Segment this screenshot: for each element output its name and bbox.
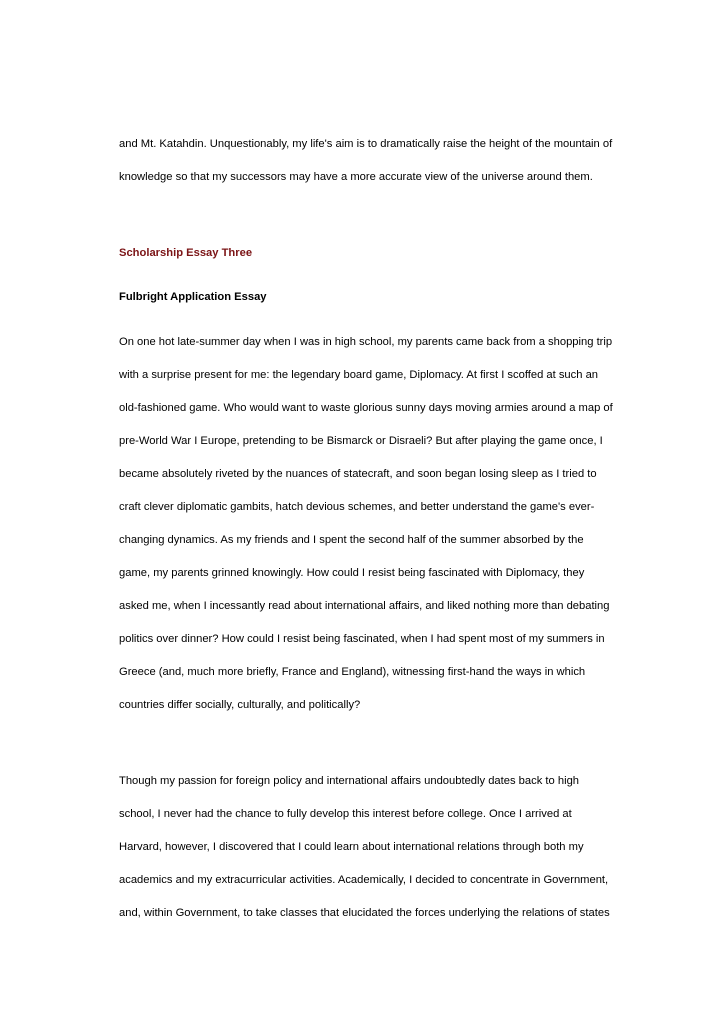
text-line: academics and my extracurricular activities. Academically, I decided to concentrate in Government, xyxy=(119,874,609,886)
text-line: became absolutely riveted by the nuances of statecraft, and soon began losing sleep as I tried to xyxy=(119,468,597,480)
text-line: asked me, when I incessantly read about international affairs, and liked nothing more than debating xyxy=(119,600,610,612)
text-line: with a surprise present for me: the legendary board game, Diplomacy. At first I scoffed at such an xyxy=(119,369,599,381)
text-line: craft clever diplomatic gambits, hatch devious schemes, and better understand the game's ever- xyxy=(119,501,595,513)
section-heading: Scholarship Essay Three xyxy=(119,247,253,259)
text-line: Harvard, however, I discovered that I could learn about international relations through both my xyxy=(119,841,584,853)
text-line: game, my parents grinned knowingly. How could I resist being fascinated with Diplomacy, they xyxy=(119,567,585,579)
text-line: Though my passion for foreign policy and international affairs undoubtedly dates back to high xyxy=(119,775,580,787)
text-line: Greece (and, much more briefly, France and England), witnessing first-hand the ways in which xyxy=(119,666,586,678)
essay-title: Fulbright Application Essay xyxy=(119,291,267,303)
text-line: pre-World War I Europe, pretending to be Bismarck or Disraeli? But after playing the game once, I xyxy=(119,435,603,447)
text-line: and Mt. Katahdin. Unquestionably, my life's aim is to dramatically raise the height of the mountain of xyxy=(119,138,613,150)
text-line: changing dynamics. As my friends and I spent the second half of the summer absorbed by the xyxy=(119,534,584,546)
text-line: On one hot late-summer day when I was in high school, my parents came back from a shopping trip xyxy=(119,336,613,348)
text-line: and, within Government, to take classes that elucidated the forces underlying the relations of states xyxy=(119,907,610,919)
text-line: school, I never had the chance to fully develop this interest before college. Once I arrived at xyxy=(119,808,572,820)
text-line: politics over dinner? How could I resist being fascinated, when I had spent most of my summers in xyxy=(119,633,605,645)
text-line: old-fashioned game. Who would want to waste glorious sunny days moving armies around a map of xyxy=(119,402,613,414)
text-line: knowledge so that my successors may have a more accurate view of the universe around them. xyxy=(119,171,593,183)
text-line: countries differ socially, culturally, and politically? xyxy=(119,699,361,711)
